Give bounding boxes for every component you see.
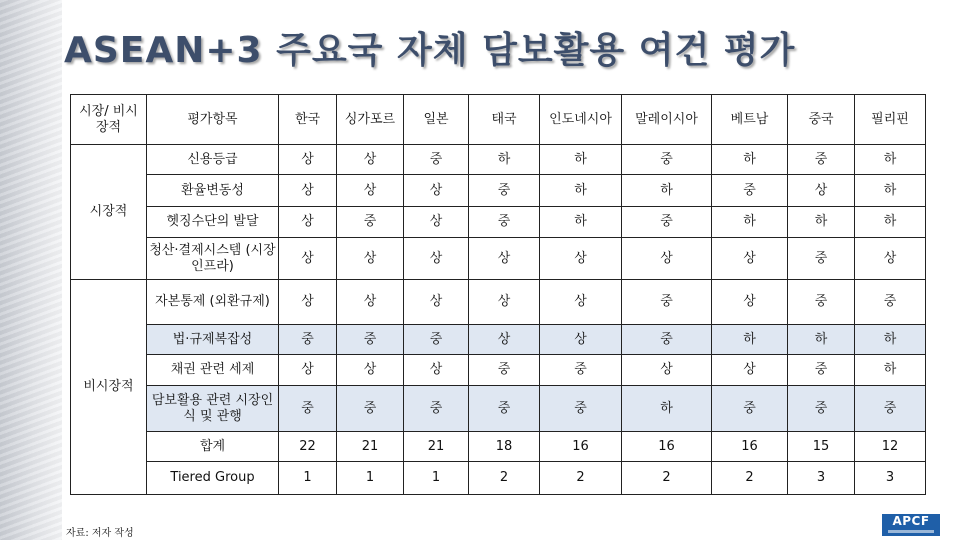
- value-cell: 상: [279, 280, 337, 325]
- table-header-row: [71, 95, 926, 145]
- value-cell: 중: [404, 325, 469, 355]
- value-cell: 중: [622, 325, 712, 355]
- value-cell: 하: [622, 175, 712, 207]
- value-cell: 하: [788, 325, 855, 355]
- table-header-cell: 싱가포르: [337, 95, 404, 145]
- value-cell: 상: [540, 280, 622, 325]
- value-cell: 중: [540, 355, 622, 386]
- table-row: [71, 238, 926, 280]
- value-cell: 3: [855, 462, 926, 495]
- table-row: [71, 462, 926, 495]
- value-cell: 하: [469, 145, 540, 175]
- value-cell: 2: [540, 462, 622, 495]
- value-cell: 중: [469, 386, 540, 432]
- table-header-cell: 평가항목: [147, 95, 279, 145]
- value-cell: 상: [712, 280, 788, 325]
- value-cell: 중: [279, 386, 337, 432]
- value-cell: 상: [337, 238, 404, 280]
- value-cell: 중: [788, 355, 855, 386]
- value-cell: 3: [788, 462, 855, 495]
- value-cell: 16: [540, 432, 622, 462]
- value-cell: 상: [404, 175, 469, 207]
- value-cell: 하: [855, 175, 926, 207]
- value-cell: 중: [788, 238, 855, 280]
- value-cell: 중: [622, 207, 712, 238]
- apcf-logo: [882, 514, 940, 536]
- value-cell: 16: [712, 432, 788, 462]
- table-row: [71, 280, 926, 325]
- table-header-cell: 필리핀: [855, 95, 926, 145]
- value-cell: 중: [337, 386, 404, 432]
- value-cell: 하: [855, 145, 926, 175]
- table-row: [71, 207, 926, 238]
- table-row: [71, 432, 926, 462]
- value-cell: 상: [622, 355, 712, 386]
- item-cell: 합계: [147, 432, 279, 462]
- value-cell: 상: [540, 325, 622, 355]
- table-row: [71, 386, 926, 432]
- value-cell: 중: [788, 386, 855, 432]
- value-cell: 2: [469, 462, 540, 495]
- logo-underline: [888, 530, 934, 533]
- value-cell: 하: [540, 207, 622, 238]
- value-cell: 중: [712, 175, 788, 207]
- value-cell: 중: [788, 280, 855, 325]
- value-cell: 중: [622, 280, 712, 325]
- table-header-cell: 태국: [469, 95, 540, 145]
- value-cell: 상: [279, 355, 337, 386]
- item-cell: 담보활용 관련 시장인식 및 관행: [147, 386, 279, 432]
- item-cell: 청산·결제시스템 (시장인프라): [147, 238, 279, 280]
- value-cell: 상: [469, 325, 540, 355]
- item-cell: Tiered Group: [147, 462, 279, 495]
- table-row: [71, 355, 926, 386]
- value-cell: 18: [469, 432, 540, 462]
- value-cell: 중: [712, 386, 788, 432]
- page-title: ASEAN+3 주요국 자체 담보활용 여건 평가: [64, 30, 796, 71]
- value-cell: 상: [855, 238, 926, 280]
- value-cell: 중: [469, 207, 540, 238]
- value-cell: 중: [469, 175, 540, 207]
- value-cell: 상: [279, 175, 337, 207]
- value-cell: 상: [540, 238, 622, 280]
- value-cell: 중: [337, 325, 404, 355]
- value-cell: 상: [404, 238, 469, 280]
- value-cell: 상: [788, 175, 855, 207]
- value-cell: 중: [540, 386, 622, 432]
- category-cell: 시장적: [71, 145, 147, 280]
- evaluation-table: [70, 94, 926, 495]
- value-cell: 중: [855, 386, 926, 432]
- item-cell: 법·규제복잡성: [147, 325, 279, 355]
- logo-text: APCF: [892, 514, 930, 528]
- value-cell: 하: [622, 386, 712, 432]
- value-cell: 상: [622, 238, 712, 280]
- value-cell: 상: [404, 207, 469, 238]
- table-row: [71, 145, 926, 175]
- value-cell: 하: [712, 145, 788, 175]
- item-cell: 헷징수단의 발달: [147, 207, 279, 238]
- table-header-cell: 인도네시아: [540, 95, 622, 145]
- value-cell: 21: [337, 432, 404, 462]
- value-cell: 중: [788, 145, 855, 175]
- value-cell: 21: [404, 432, 469, 462]
- category-cell: 비시장적: [71, 280, 147, 495]
- value-cell: 상: [712, 238, 788, 280]
- value-cell: 중: [279, 325, 337, 355]
- table-body: [71, 95, 926, 495]
- value-cell: 12: [855, 432, 926, 462]
- value-cell: 1: [279, 462, 337, 495]
- value-cell: 하: [540, 145, 622, 175]
- value-cell: 하: [855, 325, 926, 355]
- value-cell: 하: [788, 207, 855, 238]
- value-cell: 상: [712, 355, 788, 386]
- table-header-cell: 한국: [279, 95, 337, 145]
- value-cell: 중: [469, 355, 540, 386]
- value-cell: 하: [540, 175, 622, 207]
- table-header-cell: 일본: [404, 95, 469, 145]
- value-cell: 상: [337, 355, 404, 386]
- value-cell: 2: [712, 462, 788, 495]
- value-cell: 22: [279, 432, 337, 462]
- value-cell: 상: [337, 145, 404, 175]
- item-cell: 신용등급: [147, 145, 279, 175]
- value-cell: 1: [337, 462, 404, 495]
- value-cell: 중: [622, 145, 712, 175]
- value-cell: 상: [337, 175, 404, 207]
- table-row: [71, 325, 926, 355]
- value-cell: 상: [279, 238, 337, 280]
- left-decorative-band: [0, 0, 62, 540]
- table-header-cell: 시장/ 비시장적: [71, 95, 147, 145]
- value-cell: 15: [788, 432, 855, 462]
- source-note: 자료: 저자 작성: [66, 528, 134, 539]
- value-cell: 상: [404, 280, 469, 325]
- value-cell: 하: [855, 355, 926, 386]
- value-cell: 중: [337, 207, 404, 238]
- value-cell: 중: [855, 280, 926, 325]
- value-cell: 2: [622, 462, 712, 495]
- table-header-cell: 베트남: [712, 95, 788, 145]
- table-header-cell: 말레이시아: [622, 95, 712, 145]
- table-header-cell: 중국: [788, 95, 855, 145]
- value-cell: 하: [712, 325, 788, 355]
- value-cell: 하: [712, 207, 788, 238]
- value-cell: 16: [622, 432, 712, 462]
- value-cell: 하: [855, 207, 926, 238]
- value-cell: 상: [404, 355, 469, 386]
- value-cell: 중: [404, 386, 469, 432]
- item-cell: 환율변동성: [147, 175, 279, 207]
- value-cell: 1: [404, 462, 469, 495]
- value-cell: 상: [469, 280, 540, 325]
- value-cell: 상: [469, 238, 540, 280]
- value-cell: 상: [279, 207, 337, 238]
- item-cell: 채권 관련 세제: [147, 355, 279, 386]
- value-cell: 상: [337, 280, 404, 325]
- table-row: [71, 175, 926, 207]
- item-cell: 자본통제 (외환규제): [147, 280, 279, 325]
- value-cell: 중: [404, 145, 469, 175]
- value-cell: 상: [279, 145, 337, 175]
